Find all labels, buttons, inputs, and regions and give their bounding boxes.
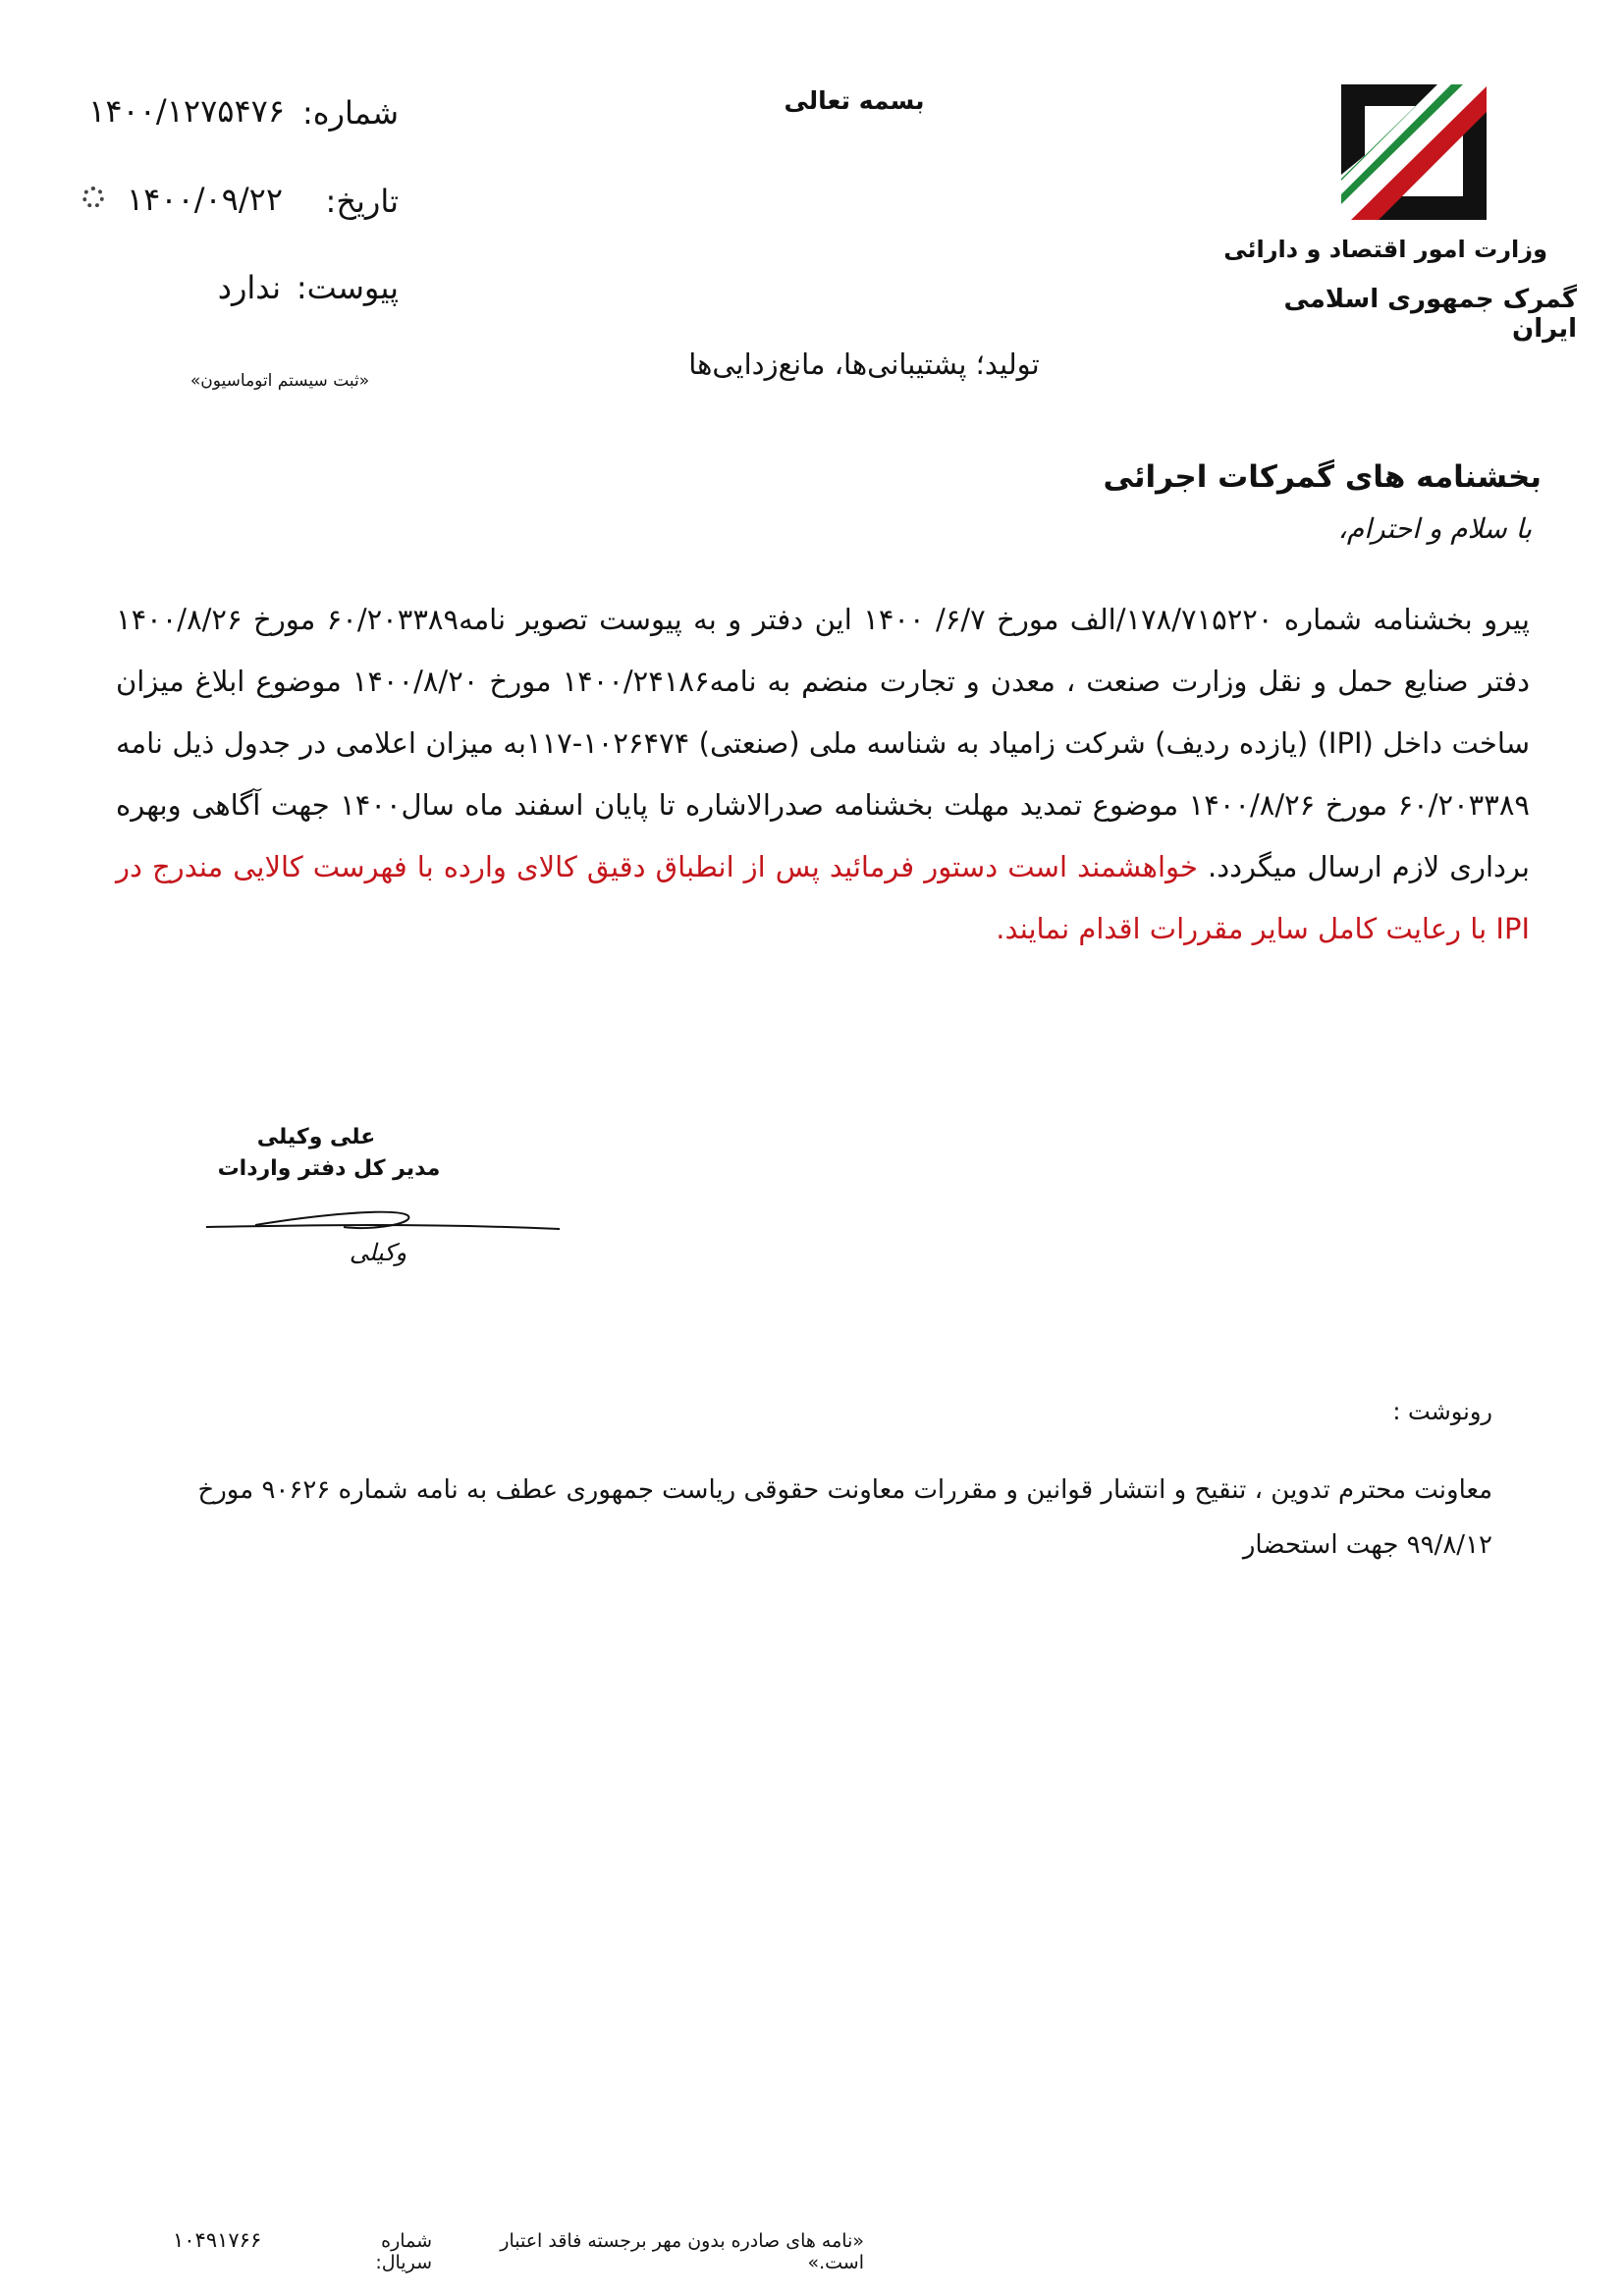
attachment-label: پیوست: <box>296 269 399 306</box>
date-value: ۱۴۰۰/۰۹/۲۲ <box>126 181 283 218</box>
serial-value: ۱۰۴۹۱۷۶۶ <box>173 2228 262 2252</box>
basmala: بسمه تعالی <box>784 86 925 115</box>
automation-note: «ثبت سیستم اتوماسیون» <box>189 371 370 391</box>
letter-recipient: بخشنامه های گمرکات اجرائی <box>1103 459 1542 495</box>
date-label: تاریخ: <box>325 183 399 220</box>
letter-body-text: پیرو بخشنامه شماره ۱۷۸/۷۱۵۲۲۰/الف مورخ ۶/۷/ ۱۴۰۰ این دفتر و به پیوست تصویر نامه۶۰/۲۰۳۳۸۹ مورخ ۱۴۰۰/۸/۲۶ دفتر صنایع حمل و نقل وزارت صنعت ، معدن و تجارت منضم به نامه۱۴۰۰/۲۴۱۸۶ مورخ ۱۴۰۰/۸/۲۰ موضوع ابلاغ میزان ساخت داخل (IPI) (یازده ردیف) شرکت زامیاد به شناسه ملی (صنعتی) ۱۰۲۶۴۷۴-۱۱۷به میزان اعلامی در جدول ذیل نامه ۶۰/۲۰۳۳۸۹ مورخ ۱۴۰۰/۸/۲۶ موضوع تمدید مهلت بخشنامه صدرالاشاره تا پایان اسفند ماه سال۱۴۰۰ جهت آگاهی وبهره برداری لازم ارسال میگردد. <box>116 603 1530 883</box>
letter-body <box>116 589 1530 960</box>
customs-logo-icon <box>1335 79 1492 226</box>
attachment-value: ندارد <box>217 269 281 306</box>
handwritten-signature: وکیلی <box>349 1239 407 1266</box>
copy-label: رونوشت : <box>1392 1398 1492 1425</box>
letter-greeting: با سلام و احترام، <box>1337 512 1532 545</box>
number-label: شماره: <box>301 94 399 132</box>
signer-name: علی وکیلی <box>256 1125 376 1149</box>
date-seal-icon <box>82 187 104 208</box>
letter-body-request: خواهشمند است دستور فرمائید پس از انطباق دقیق کالای وارده با فهرست کالایی مندرج در IPI با رعایت کامل سایر مقررات اقدام نمایند. <box>116 850 1530 945</box>
serial-label: شماره سریال: <box>375 2230 432 2273</box>
validity-note: «نامه های صادره بدون مهر برجسته فاقد اعتبار است.» <box>500 2230 864 2273</box>
organization-name: گمرک جمهوری اسلامی ایران <box>1283 285 1577 344</box>
copy-text: معاونت محترم تدوین ، تنقیح و انتشار قوانین و مقررات معاونت حقوقی ریاست جمهوری عطف به نامه شماره ۹۰۶۲۶ مورخ ۹۹/۸/۱۲ جهت استحضار <box>197 1475 1492 1560</box>
ministry-name: وزارت امور اقتصاد و دارائی <box>1223 236 1547 263</box>
department-motto: تولید؛ پشتیبانی‌ها، مانع‌زدایی‌ها <box>688 347 1040 381</box>
signer-title: مدیر کل دفتر واردات <box>217 1156 441 1181</box>
number-value: ۱۴۰۰/۱۲۷۵۴۷۶ <box>88 92 285 130</box>
